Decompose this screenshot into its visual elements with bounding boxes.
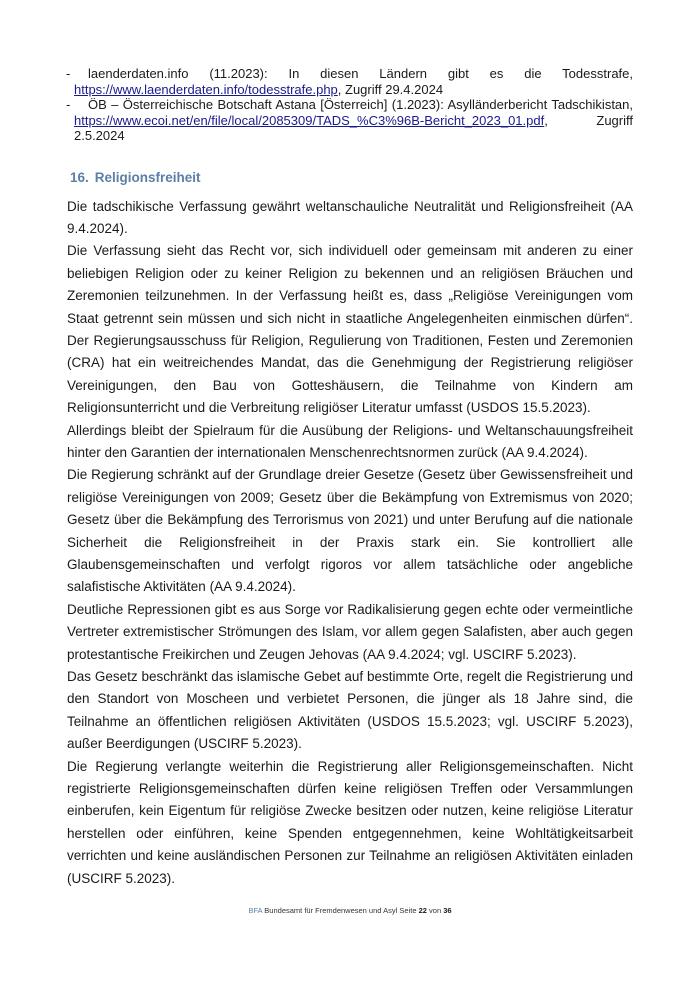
paragraph: Die tadschikische Verfassung gewährt weltanschauliche Neutralität und Religionsfreiheit (AA 9.4.2024). [67, 198, 633, 236]
source-item [67, 97, 633, 144]
section-heading [67, 168, 633, 188]
access-date: , Zugriff 29.4.2024 [337, 81, 444, 97]
paragraph: Die Regierung schränkt auf der Grundlage dreier Gesetze (Gesetz über Gewissensfreiheit und religiöse Vereinigungen von 2009; Gesetz über die Bekämpfung von Extremismus von 2020; Gesetz über die Bekämpfung des Terrorismus von 2021) und unter Berufung auf die nationale Sicherheit die Religionsfreiheit in der Praxis stark ein. Sie kontrolliert alle Glaubensgemeinschaften und verfolgt rigoros vor allem tatsächliche oder angebliche salafistische Aktivitäten (AA 9.4.2024). [67, 467, 633, 595]
footer-page-label: Seite [399, 906, 417, 915]
document-page [67, 66, 633, 890]
paragraph: Das Gesetz beschränkt das islamische Gebet auf bestimmte Orte, regelt die Registrierung und den Standort von Moscheen und verbietet Personen, die jünger als 18 Jahre sind, die Teilnahme an öffentlichen religiösen Aktivitäten (USDOS 15.5.2023; vgl. USCIRF 5.2023), außer Beerdigungen (USCIRF 5.2023). [67, 669, 633, 752]
footer-page-sep: von [429, 906, 442, 915]
list-dash: - [66, 97, 71, 112]
source-link[interactable]: https://www.ecoi.net/en/file/local/2085309/TADS_%C3%96B-Bericht_2023_01.pdf [74, 112, 545, 128]
section-body [67, 196, 633, 891]
access-date: 2.5.2024 [74, 128, 125, 143]
paragraph: Allerdings bleibt der Spielraum für die Ausübung der Religions- und Weltanschauungsfreiheit hinter den Garantien der internationalen Menschenrechtsnormen zurück (AA 9.4.2024). [67, 422, 633, 460]
paragraph: Die Verfassung sieht das Recht vor, sich individuell oder gemeinsam mit anderen zu einer beliebigen Religion oder zu keiner Religion zu bekennen und an religiösen Bräuchen und Zeremonien teilzunehmen. In der Verfassung heißt es, dass „Religiöse Vereinigungen vom Staat getrennt sein müssen und sich nicht in staatliche Angelegenheiten einmischen dürfen“. Der Regierungsausschuss für Religion, Regulierung von Traditionen, Festen und Zeremonien (CRA) hat ein weitreichendes Mandat, das die Genehmigung der Registrierung religiöser Vereinigungen, den Bau von Gotteshäusern, die Teilnahme von Kindern am Religionsunterricht und die Verbreitung religiöser Literatur umfasst (USDOS 15.5.2023). [67, 243, 633, 416]
source-text: ÖB – Österreichische Botschaft Astana [Österreich] (1.2023): Asylländerbericht Tadschikistan, [88, 97, 633, 112]
source-item [67, 66, 633, 97]
access-label: , Zugriff [544, 112, 633, 128]
footer-page-current: 22 [418, 906, 427, 915]
paragraph: Die Regierung verlangte weiterhin die Registrierung aller Religionsgemeinschaften. Nicht registrierte Religionsgemeinschaften dürfen keine religiösen Treffen oder Versammlungen einberufen, kein Eigentum für religiöse Zwecke besitzen oder nutzen, keine religiöse Literatur herstellen oder einführen, keine Spenden entgegennehmen, keine Wohltätigkeitsarbeit verrichten und keine ausländischen Personen zur Teilnahme an religiösen Aktivitäten einladen (USCIRF 5.2023). [67, 758, 633, 886]
list-dash: - [66, 66, 71, 81]
section-title: Religionsfreiheit [94, 169, 201, 185]
page-footer [0, 906, 700, 915]
source-text: laenderdaten.info (11.2023): In diesen Ländern gibt es die Todesstrafe, [88, 66, 633, 81]
footer-org: Bundesamt für Fremdenwesen und Asyl [264, 906, 398, 915]
section-number: 16. [70, 169, 89, 185]
paragraph: Deutliche Repressionen gibt es aus Sorge vor Radikalisierung gegen echte oder vermeintliche Vertreter extremistischer Strömungen des Islam, vor allem gegen Salafisten, aber auch gegen protestantische Freikirchen und Zeugen Jehovas (AA 9.4.2024; vgl. USCIRF 5.2023). [67, 601, 633, 662]
source-link[interactable]: https://www.laenderdaten.info/todesstrafe.php [74, 81, 338, 97]
source-list [67, 66, 633, 144]
footer-page-total: 36 [443, 906, 452, 915]
footer-brand-logo: BFA [248, 906, 263, 915]
